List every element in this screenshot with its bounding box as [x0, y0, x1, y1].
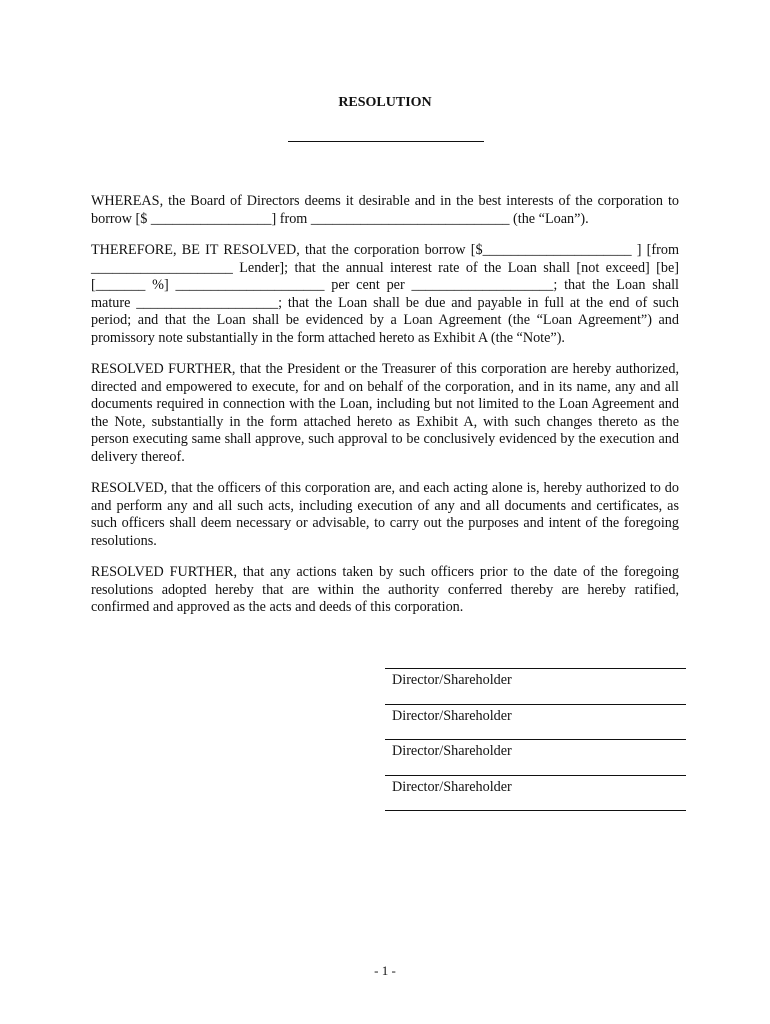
signature-label: Director/Shareholder: [392, 743, 512, 759]
whereas-paragraph: WHEREAS, the Board of Directors deems it desirable and in the best interests of the corporation to borrow [$ _________________] from ____________________________ (the “Loan”).: [91, 193, 679, 227]
page-number: - 1 -: [374, 963, 396, 978]
resolved-further-ratification-paragraph: RESOLVED FURTHER, that any actions taken by such officers prior to the date of the foregoing resolutions adopted hereby that are within the authority conferred thereby are hereby ratified, confirmed and approved as the acts and deeds of this corporation.: [91, 564, 679, 615]
signature-label: Director/Shareholder: [392, 778, 512, 795]
signature-row: [385, 775, 686, 811]
signature-row: [385, 668, 686, 704]
title-underline: [288, 141, 484, 142]
therefore-resolved-paragraph: THEREFORE, BE IT RESOLVED, that the corporation borrow [$_____________________ ] [from ____________________ Lender]; that the annual interest rate of the Loan shall [not exceed] [be] [_______ %] _____________________ per cent per ____________________; that the Loan shall mature ____________________; that the Loan shall be due and payable in full at the end of such period; and that the Loan shall be evidenced by a Loan Agreement (the “Loan Agreement”) and promissory note substantially in the form attached hereto as Exhibit A (the “Note”).: [91, 242, 679, 346]
document-body: [91, 193, 679, 631]
signature-row: [385, 704, 686, 740]
signature-row: [385, 739, 686, 775]
signature-label: Director/Shareholder: [392, 707, 512, 724]
signature-line-final[interactable]: [385, 810, 686, 811]
document-title: RESOLUTION: [338, 95, 432, 110]
resolved-further-officers-paragraph: RESOLVED FURTHER, that the President or the Treasurer of this corporation are hereby authorized, directed and empowered to execute, for and on behalf of the corporation, and in its name, any and all documents required in connection with the Loan, including but not limited to the Loan Agreement and the Note, substantially in the form attached hereto as Exhibit A, with such changes thereto as the person executing same shall approve, such approval to be conclusively evidenced by the execution and delivery thereof.: [91, 361, 679, 465]
signature-block: [385, 668, 686, 811]
resolved-acts-paragraph: RESOLVED, that the officers of this corporation are, and each acting alone is, hereby authorized to do and perform any and all such acts, including execution of any and all documents and certificates, as such officers shall deem necessary or advisable, to carry out the purposes and intent of the foregoing resolutions.: [91, 480, 679, 549]
signature-label: Director/Shareholder: [392, 672, 512, 688]
